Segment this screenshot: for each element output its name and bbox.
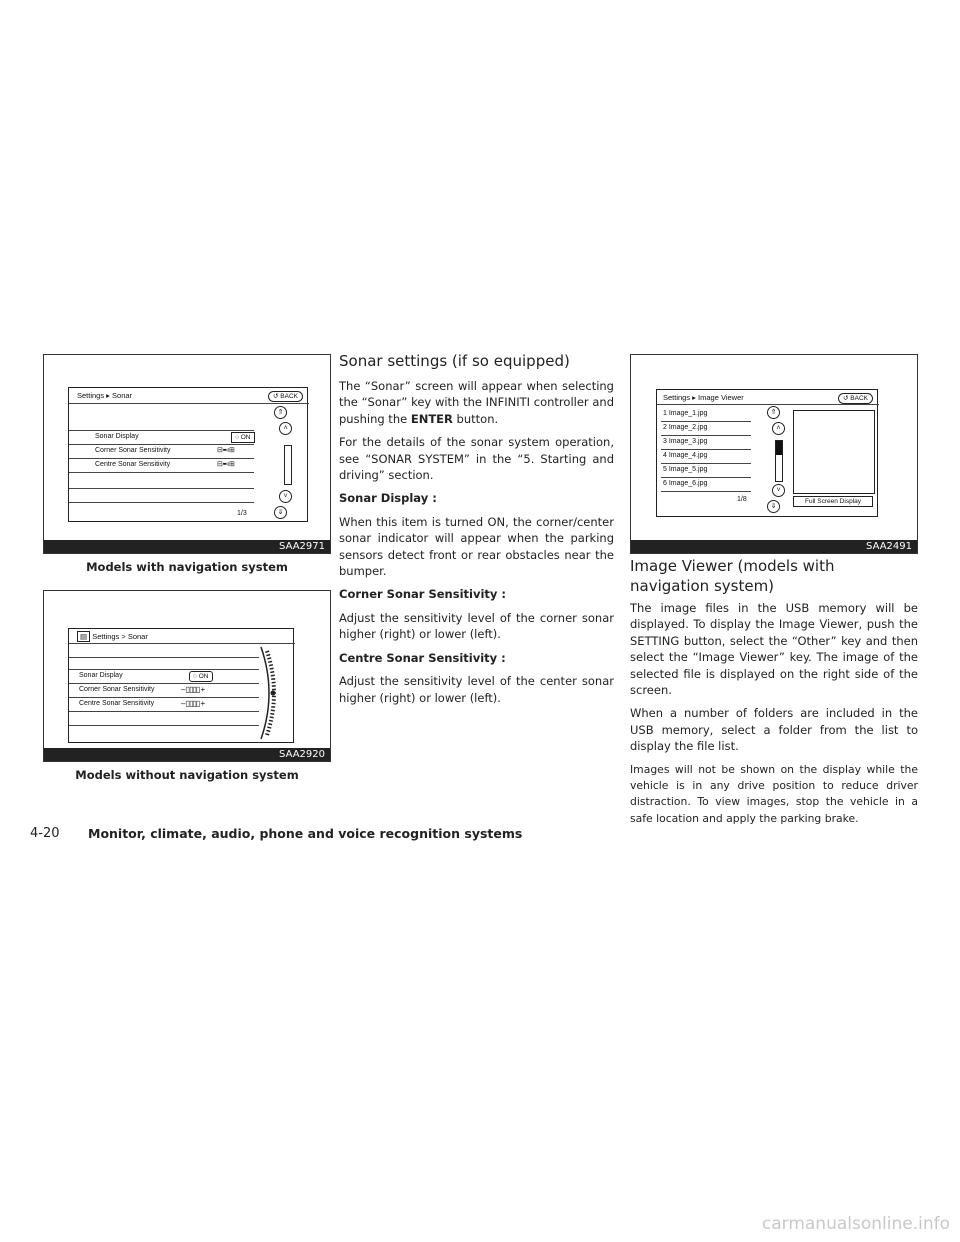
- viewer-p2: When a number of folders are included in the USB memory, select a folder from the list to display the file list.: [630, 706, 918, 754]
- viewer-p3: Images will not be shown on the display while the vehicle is in any drive position to reduce driver distraction. To view images, stop the vehicle in a safe location and apply the parking brake.: [630, 762, 918, 825]
- list-item: 5 Image_5.jpg: [663, 466, 708, 473]
- list-item: 3 Image_3.jpg: [663, 438, 708, 445]
- divider: [69, 643, 295, 644]
- corner-slider: – ▯▯▯▯ +: [181, 685, 205, 694]
- sonar-display-label: Sonar Display :: [339, 491, 437, 506]
- back-arrow-icon: ↺: [843, 395, 849, 402]
- row-corner-sensitivity: Corner Sonar Sensitivity: [79, 686, 155, 693]
- figure-sonar-nav: [43, 354, 331, 554]
- list-item: 6 Image_6.jpg: [663, 480, 708, 487]
- divider: [69, 669, 259, 670]
- scrollbar: [775, 440, 783, 482]
- on-toggle: ○ ON: [189, 671, 213, 682]
- pager: 1/8: [737, 496, 747, 503]
- list-item: 1 Image_1.jpg: [663, 410, 708, 417]
- figure-sonar-nonav: [43, 590, 331, 762]
- centre-slider: – ▯▯▯▯ +: [181, 699, 205, 708]
- caption-nav: Models with navigation system: [86, 560, 288, 574]
- screen-title: Settings ▸ Image Viewer: [663, 393, 744, 402]
- radio-icon: ○: [235, 434, 239, 441]
- full-screen-button: Full Screen Display: [793, 496, 873, 507]
- chapter-title: Monitor, climate, audio, phone and voice recognition systems: [88, 826, 523, 841]
- knob-down-icon: ⇓: [274, 506, 287, 519]
- screen-title: Settings ▸ Sonar: [77, 391, 133, 400]
- knob-down-icon: ˅: [279, 490, 292, 503]
- knob-up-icon: ⇑: [767, 406, 780, 419]
- back-button: ↺ BACK: [838, 393, 873, 404]
- divider: [69, 430, 254, 431]
- divider: [657, 404, 879, 405]
- sonar-nonav-screen: [68, 628, 294, 743]
- sonar-text-column: [339, 378, 614, 706]
- knob-up-icon: ⇑: [274, 406, 287, 419]
- sonar-display-text: When this item is turned ON, the corner/center sonar indicator will appear when the parking sensors detect front or rear obstacles near the bumper.: [339, 514, 614, 579]
- divider: [69, 444, 254, 445]
- divider: [69, 683, 259, 684]
- viewer-text-column: [630, 600, 918, 827]
- divider: [69, 697, 259, 698]
- corner-slider: ⊟ ▪▪·ı ⊞: [217, 447, 234, 454]
- screen-title: ▤ Settings > Sonar: [77, 632, 148, 641]
- divider: [69, 711, 259, 712]
- on-toggle: ○ ON: [231, 432, 255, 443]
- divider: [661, 491, 751, 492]
- row-sonar-display: Sonar Display: [79, 672, 123, 679]
- back-button: ↺ BACK: [268, 391, 303, 402]
- corner-text: Adjust the sensitivity level of the corner sonar higher (right) or lower (left).: [339, 610, 614, 642]
- viewer-p1: The image files in the USB memory will be displayed. To display the Image Viewer, push the SETTING button, select the “Other” key and then select the “Image Viewer” key. The image of the selected file is displayed on the right side of the screen.: [630, 601, 918, 698]
- image-preview: [793, 410, 875, 494]
- centre-text: Adjust the sensitivity level of the center sonar higher (right) or lower (left).: [339, 674, 614, 705]
- knob-up-icon: ˄: [772, 422, 785, 435]
- dial-scale-icon: [247, 645, 277, 741]
- knob-up-icon: ˄: [279, 422, 292, 435]
- pager: 1/3: [237, 510, 247, 517]
- row-sonar-display: Sonar Display: [95, 433, 139, 440]
- divider: [661, 449, 751, 450]
- divider: [69, 472, 254, 473]
- radio-icon: ○: [193, 673, 197, 680]
- list-item: 4 Image_4.jpg: [663, 452, 708, 459]
- viewer-heading: Image Viewer (models with navigation system): [630, 557, 835, 595]
- row-corner-sensitivity: Corner Sonar Sensitivity: [95, 447, 171, 454]
- divider: [69, 725, 259, 726]
- row-centre-sensitivity: Centre Sonar Sensitivity: [79, 700, 155, 707]
- settings-icon: ▤: [77, 631, 90, 642]
- divider: [661, 421, 751, 422]
- page-number: 4-20: [30, 826, 60, 841]
- divider: [661, 463, 751, 464]
- knob-down-icon: ⇓: [767, 500, 780, 513]
- divider: [661, 477, 751, 478]
- divider: [69, 657, 259, 658]
- caption-nonav: Models without navigation system: [75, 768, 299, 782]
- knob-down-icon: ˅: [772, 484, 785, 497]
- centre-slider: ⊟ ▪▪·ı ⊞: [217, 461, 234, 468]
- divider: [69, 488, 254, 489]
- list-item: 2 Image_2.jpg: [663, 424, 708, 431]
- figure-code: SAA2971: [276, 541, 328, 552]
- sonar-intro: The “Sonar” screen will appear when selecting the “Sonar” key with the INFINITI controller and pushing the ENTER button.: [339, 379, 614, 426]
- back-arrow-icon: ↺: [273, 393, 279, 400]
- figure-code: SAA2920: [276, 749, 328, 760]
- divider: [69, 403, 309, 404]
- sonar-details: For the details of the sonar system operation, see “SONAR SYSTEM” in the “5. Starting and driving” section.: [339, 435, 614, 483]
- centre-label: Centre Sonar Sensitivity :: [339, 650, 506, 665]
- divider: [69, 458, 254, 459]
- divider: [69, 502, 254, 503]
- scroll-thumb: [776, 441, 782, 455]
- corner-label: Corner Sonar Sensitivity :: [339, 587, 507, 602]
- sonar-nav-screen: [68, 387, 308, 522]
- figure-image-viewer: [630, 354, 918, 554]
- sonar-heading: Sonar settings (if so equipped): [339, 352, 570, 370]
- row-centre-sensitivity: Centre Sonar Sensitivity: [95, 461, 171, 468]
- scrollbar: [284, 445, 292, 485]
- image-viewer-screen: [656, 389, 878, 517]
- figure-code: SAA2491: [863, 541, 915, 552]
- watermark: carmanualsonline.info: [761, 1214, 950, 1234]
- divider: [661, 435, 751, 436]
